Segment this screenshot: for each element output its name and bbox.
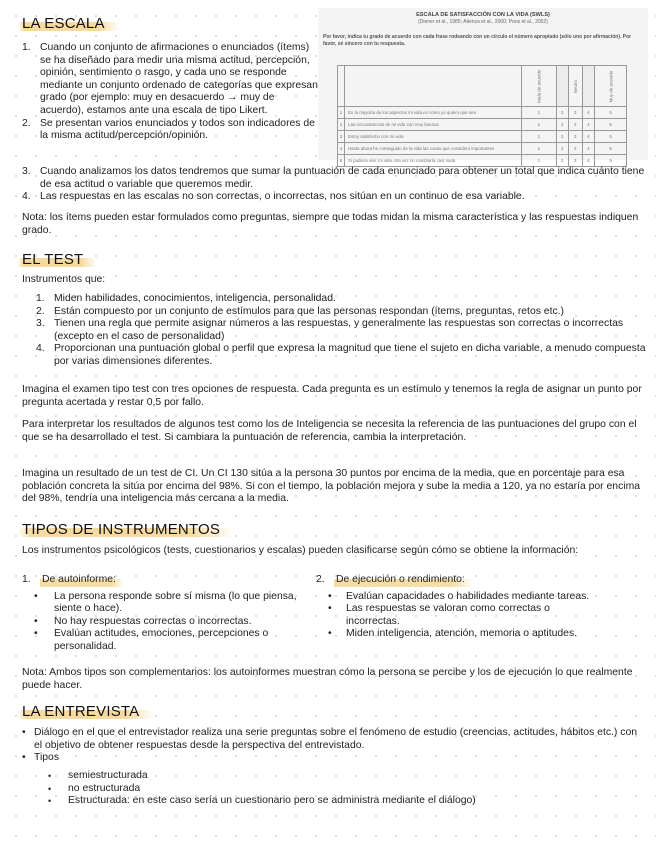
list-item [14, 752, 638, 765]
scale-cell: 2 [556, 143, 568, 155]
table-header-row [338, 66, 627, 107]
ejecucion-heading: 2. De ejecución o rendimiento: [316, 574, 646, 587]
header-neutro: Neutro [572, 79, 578, 93]
header-nada-acuerdo: Nada de acuerdo [536, 69, 542, 103]
list-item: • semiestructurada [22, 770, 632, 783]
list-item: • no estructurada [22, 783, 632, 796]
autoinforme-heading: 1. De autoinforme: [22, 574, 310, 587]
test-paragraph-1: Imagina el examen tipo test con tres opciones de respuesta. Cada pregunta es un estímulo y tenemos la regla de asignar un punto por pregunta acertada y restar 0,5 por fallo. [22, 384, 642, 408]
scale-cell: 5 [594, 143, 627, 155]
list-item: • La persona responde sobre sí misma (lo que piensa, siente o hace). [22, 591, 310, 616]
list-item: 4. Las respuestas en las escalas no son correctas, o incorrectas, nos sitúan en un continuo de esa variable. [22, 191, 525, 203]
scale-cell: 5 [594, 119, 627, 131]
row-number: 4 [338, 143, 345, 155]
list-item-text: Miden habilidades, conocimientos, inteligencia, personalidad. [54, 293, 336, 304]
list-item: • Evalúan actitudes, emociones, percepciones o personalidad. [22, 628, 310, 653]
list-item: • No hay respuestas correctas o incorrectas. [22, 616, 310, 629]
ejecucion-list [316, 591, 646, 641]
scale-cell: 4 [582, 119, 594, 131]
entrevista-tipos-list [22, 770, 632, 808]
header-muy-acuerdo: Muy de acuerdo [608, 70, 614, 102]
tipos-ejecucion-column [316, 574, 646, 641]
list-item-text: Tienen una regla que permite asignar números a las respuestas, y generalmente las respuestas son correctas o incorrectas (excepto en el caso de personalidad) [54, 318, 624, 342]
section-title-test: EL TEST [18, 251, 97, 269]
list-item: • Miden inteligencia, atención, memoria o aptitudes. [316, 628, 646, 641]
scale-cell: 5 [594, 155, 627, 167]
row-text: Hasta ahora he conseguido de la vida las cosas que considero importantes [345, 143, 522, 155]
swls-table [337, 65, 627, 167]
row-text: Si pudiera vivir mi vida otra vez no cambiaría casi nada [345, 155, 522, 167]
autoinforme-list [22, 591, 310, 654]
list-item-text: Se presentan varios enunciados y todos son indicadores de la misma actitud/percepción/opinión. [40, 117, 315, 142]
scale-cell: 2 [556, 119, 568, 131]
scale-cell: 1 [522, 131, 557, 143]
test-paragraph-2: Para interpretar los resultados de algunos test como los de Inteligencia se necesita la referencia de las puntuaciones del grupo con el que se ha desarrollado el test. Si cambiara la puntuación de referencia, cambia la interpretación. [22, 419, 637, 443]
scale-cell: 4 [582, 131, 594, 143]
figure-citation: (Diener et al., 1985; Atienza et al., 2000; Pons et al., 2002) [418, 19, 548, 25]
scale-cell: 4 [582, 107, 594, 119]
list-item-text: Tipos [34, 752, 60, 764]
escala-nota: Nota: los ítems pueden estar formulados como preguntas, siempre que todas midan la misma característica y las respuestas indiquen grado. [22, 212, 639, 236]
autoinforme-heading-text: De autoinforme: [40, 574, 124, 587]
test-intro: Instrumentos que: [22, 274, 106, 285]
row-text: Las circunstancias de mi vida son muy buenas [345, 119, 522, 131]
tipos-nota: Nota: Ambos tipos son complementarios: los autoinformes muestran cómo la persona se percibe y los de ejecución lo que realmente puede hacer. [22, 667, 633, 691]
section-title-tipos: TIPOS DE INSTRUMENTOS [18, 521, 234, 539]
test-paragraph-3: Imagina un resultado de un test de CI. Un CI 130 sitúa a la persona 30 puntos por encima de la media, que en porcentaje para esa población concreta la sitúa por encima del 98%. Si con el tiempo, la población mejora y sube la media a 120, ya no estaría por encima del 98%, tendría una inteligencia más cercana a la media. [22, 468, 641, 505]
scale-cell: 1 [522, 107, 557, 119]
list-item-text: Están compuesto por un conjunto de estímulos para que las personas respondan (ítems, preguntas, retos etc.) [54, 305, 565, 317]
scale-cell: 2 [556, 155, 568, 167]
tipos-intro: Los instrumentos psicológicos (tests, cuestionarios y escalas) pueden clasificarse según cómo se obtiene la información: [22, 545, 579, 556]
escala-list-top [22, 42, 318, 143]
scale-cell: 3 [568, 107, 582, 119]
row-number: 1 [338, 107, 345, 119]
scale-cell: 3 [568, 131, 582, 143]
scale-cell: 3 [568, 155, 582, 167]
test-list [36, 293, 646, 369]
tipos-autoinforme-column [22, 574, 310, 654]
escala-list-bottom [22, 166, 646, 204]
list-item-text: Cuando analizamos los datos tendremos que sumar la puntuación de cada enunciado para obtener un total que indica cuánto tiene de esa actitud o variable que queremos medir. [40, 166, 645, 190]
figure-instructions: Por favor, indica tu grado de acuerdo con cada frase rodeando con un círculo el número apropiado (sólo uno por afirmación). Por favor, sé sincero con tu respuesta. [323, 34, 632, 47]
list-item: • Estructurada: en este caso sería un cuestionario pero se administra mediante el diálogo) [22, 795, 632, 808]
swls-scale-figure [318, 8, 648, 163]
figure-title: ESCALA DE SATISFACCIÓN CON LA VIDA (SWLS) [416, 12, 550, 18]
list-item: 3. Tienen una regla que permite asignar números a las respuestas, y generalmente las respuestas son correctas o incorrectas (excepto en el caso de personalidad) [36, 318, 624, 342]
scale-cell: 4 [582, 155, 594, 167]
table-row [338, 131, 627, 143]
scale-cell: 3 [568, 143, 582, 155]
scale-cell: 5 [594, 131, 627, 143]
row-text: En la mayoría de los aspectos mi vida es como yo quiero que sea [345, 107, 522, 119]
section-title-escala: LA ESCALA [18, 15, 119, 33]
list-item: 1. Cuando un conjunto de afirmaciones o enunciados (ítems) se ha diseñado para medir una misma actitud, percepción, opinión, sentimiento o rasgo, y cada uno se responde mediante un conjunto ordenado de categorías que expresan grado (por ejemplo: muy en desacuerdo → muy de acuerdo), estamos ante una escala de tipo Likert. [22, 42, 318, 116]
list-item: • Las respuestas se valoran como correctas o incorrectas. [316, 603, 596, 628]
scale-cell: 1 [522, 119, 557, 131]
list-item-text: Cuando un conjunto de afirmaciones o enunciados (ítems) se ha diseñado para medir una misma actitud, percepción, opinión, sentimiento o rasgo, y cada uno se responde mediante un conjunto ordenado de categorías que expresan grado (por ejemplo: muy en desacuerdo → muy de acuerdo), estamos ante una escala de tipo Likert. [40, 42, 318, 116]
table-row [338, 107, 627, 119]
list-item: 2. Se presentan varios enunciados y todos son indicadores de la misma actitud/percepción/opinión. [22, 117, 315, 142]
row-number: 2 [338, 119, 345, 131]
scale-cell: 1 [522, 155, 557, 167]
scale-cell: 4 [582, 143, 594, 155]
list-item-text: Proporcionan una puntuación global o perfil que expresa la magnitud que tiene el sujeto en dicha variable, a menudo compuesta por varias dimensiones diferentes. [54, 343, 646, 367]
scale-cell: 1 [522, 143, 557, 155]
section-title-entrevista: LA ENTREVISTA [18, 703, 153, 721]
list-item: 3. Cuando analizamos los datos tendremos que sumar la puntuación de cada enunciado para obtener un total que indica cuánto tiene de esa actitud o variable que queremos medir. [22, 166, 645, 190]
ejecucion-heading-text: De ejecución o rendimiento: [334, 574, 473, 587]
list-item: 2. Están compuesto por un conjunto de estímulos para que las personas respondan (ítems, preguntas, retos etc.) [36, 305, 565, 317]
table-row [338, 155, 627, 167]
list-item: 4. Proporcionan una puntuación global o perfil que expresa la magnitud que tiene el sujeto en dicha variable, a menudo compuesta por varias dimensiones diferentes. [36, 343, 646, 367]
row-number: 5 [338, 155, 345, 167]
list-item: 1. Miden habilidades, conocimientos, inteligencia, personalidad. [36, 293, 336, 304]
table-row [338, 143, 627, 155]
entrevista-list [22, 727, 646, 765]
scale-cell: 3 [568, 119, 582, 131]
scale-cell: 2 [556, 131, 568, 143]
list-item-text: Las respuestas en las escalas no son correctas, o incorrectas, nos sitúan en un continuo de esa variable. [40, 191, 525, 203]
table-row [338, 119, 627, 131]
scale-cell: 2 [556, 107, 568, 119]
list-item: • Diálogo en el que el entrevistador realiza una serie preguntas sobre el fenómeno de estudio (creencias, actitudes, hábitos etc.) con el objetivo de obtener respuestas desde la perspectiva del entrevistado. [14, 727, 638, 752]
scale-cell: 5 [594, 107, 627, 119]
list-item: • Evalúan capacidades o habilidades mediante tareas. [316, 591, 596, 604]
row-text: Estoy satisfecho con mi vida [345, 131, 522, 143]
row-number: 3 [338, 131, 345, 143]
